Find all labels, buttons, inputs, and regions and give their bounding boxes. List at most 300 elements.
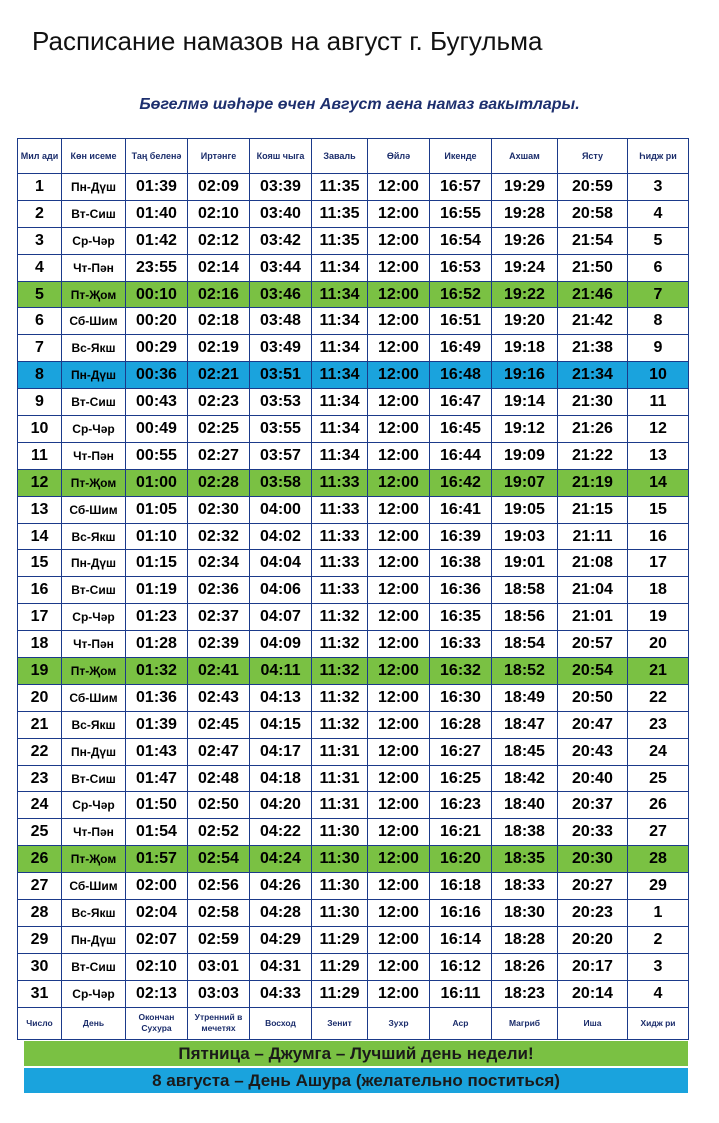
zuhr-time: 12:00 [368, 738, 430, 765]
sunrise-time: 03:49 [250, 335, 312, 362]
sunrise-time: 03:42 [250, 227, 312, 254]
maghrib-time: 18:52 [492, 658, 558, 685]
morning-time: 02:19 [188, 335, 250, 362]
asr-time: 16:44 [430, 442, 492, 469]
fajr-time: 01:57 [126, 846, 188, 873]
zuhr-time: 12:00 [368, 523, 430, 550]
sunrise-time: 03:48 [250, 308, 312, 335]
zuhr-time: 12:00 [368, 200, 430, 227]
isha-time: 21:54 [558, 227, 628, 254]
column-footer: Хидж ри [628, 1007, 689, 1039]
sunrise-time: 03:46 [250, 281, 312, 308]
asr-time: 16:55 [430, 200, 492, 227]
zuhr-time: 12:00 [368, 846, 430, 873]
day-number: 22 [18, 738, 62, 765]
fajr-time: 00:10 [126, 281, 188, 308]
zenith-time: 11:32 [312, 711, 368, 738]
morning-time: 02:10 [188, 200, 250, 227]
maghrib-time: 19:14 [492, 389, 558, 416]
maghrib-time: 18:28 [492, 926, 558, 953]
sunrise-time: 03:40 [250, 200, 312, 227]
zuhr-time: 12:00 [368, 362, 430, 389]
table-row [18, 900, 689, 927]
zenith-time: 11:34 [312, 362, 368, 389]
morning-time: 02:09 [188, 174, 250, 201]
hijri-day: 1 [628, 900, 689, 927]
isha-time: 20:33 [558, 819, 628, 846]
fajr-time: 00:36 [126, 362, 188, 389]
hijri-day: 17 [628, 550, 689, 577]
isha-time: 20:59 [558, 174, 628, 201]
morning-time: 02:25 [188, 416, 250, 443]
asr-time: 16:57 [430, 174, 492, 201]
isha-time: 21:04 [558, 577, 628, 604]
fajr-time: 01:32 [126, 658, 188, 685]
hijri-day: 5 [628, 227, 689, 254]
zenith-time: 11:30 [312, 873, 368, 900]
fajr-time: 01:43 [126, 738, 188, 765]
column-header: Кояш чыга [250, 139, 312, 174]
hijri-day: 8 [628, 308, 689, 335]
sunrise-time: 03:55 [250, 416, 312, 443]
zenith-time: 11:30 [312, 846, 368, 873]
weekday: Вт-Сиш [62, 389, 126, 416]
table-row [18, 792, 689, 819]
weekday: Пт-Җом [62, 281, 126, 308]
column-header: Мил ади [18, 139, 62, 174]
zuhr-time: 12:00 [368, 577, 430, 604]
column-footer: Окончан Сухура [126, 1007, 188, 1039]
isha-time: 20:17 [558, 953, 628, 980]
asr-time: 16:16 [430, 900, 492, 927]
day-number: 20 [18, 684, 62, 711]
maghrib-time: 19:22 [492, 281, 558, 308]
column-footer: Иша [558, 1007, 628, 1039]
fajr-time: 01:15 [126, 550, 188, 577]
asr-time: 16:42 [430, 469, 492, 496]
zenith-time: 11:30 [312, 819, 368, 846]
day-number: 6 [18, 308, 62, 335]
asr-time: 16:41 [430, 496, 492, 523]
table-row [18, 577, 689, 604]
isha-time: 20:54 [558, 658, 628, 685]
maghrib-time: 19:26 [492, 227, 558, 254]
morning-time: 02:18 [188, 308, 250, 335]
maghrib-time: 19:28 [492, 200, 558, 227]
zenith-time: 11:34 [312, 281, 368, 308]
asr-time: 16:35 [430, 604, 492, 631]
asr-time: 16:23 [430, 792, 492, 819]
column-header: Ахшам [492, 139, 558, 174]
zuhr-time: 12:00 [368, 953, 430, 980]
fajr-time: 01:54 [126, 819, 188, 846]
hijri-day: 15 [628, 496, 689, 523]
weekday: Чт-Пән [62, 631, 126, 658]
day-number: 12 [18, 469, 62, 496]
isha-time: 20:57 [558, 631, 628, 658]
table-row [18, 658, 689, 685]
day-number: 7 [18, 335, 62, 362]
zenith-time: 11:35 [312, 174, 368, 201]
maghrib-time: 18:23 [492, 980, 558, 1007]
zuhr-time: 12:00 [368, 308, 430, 335]
zuhr-time: 12:00 [368, 281, 430, 308]
morning-time: 02:47 [188, 738, 250, 765]
isha-time: 21:15 [558, 496, 628, 523]
column-header: Көн исеме [62, 139, 126, 174]
morning-time: 02:48 [188, 765, 250, 792]
hijri-day: 10 [628, 362, 689, 389]
zenith-time: 11:33 [312, 577, 368, 604]
sunrise-time: 03:51 [250, 362, 312, 389]
friday-banner: Пятница – Джумга – Лучший день недели! [24, 1041, 688, 1066]
table-row [18, 335, 689, 362]
zenith-time: 11:34 [312, 335, 368, 362]
table-row [18, 980, 689, 1007]
zenith-time: 11:35 [312, 200, 368, 227]
hijri-day: 28 [628, 846, 689, 873]
zuhr-time: 12:00 [368, 389, 430, 416]
column-footer: Аср [430, 1007, 492, 1039]
zuhr-time: 12:00 [368, 684, 430, 711]
table-row [18, 442, 689, 469]
morning-time: 03:03 [188, 980, 250, 1007]
asr-time: 16:47 [430, 389, 492, 416]
hijri-day: 13 [628, 442, 689, 469]
zuhr-time: 12:00 [368, 873, 430, 900]
maghrib-time: 18:49 [492, 684, 558, 711]
zuhr-time: 12:00 [368, 658, 430, 685]
day-number: 14 [18, 523, 62, 550]
asr-time: 16:25 [430, 765, 492, 792]
isha-time: 20:58 [558, 200, 628, 227]
zenith-time: 11:31 [312, 792, 368, 819]
zenith-time: 11:32 [312, 604, 368, 631]
sunrise-time: 04:18 [250, 765, 312, 792]
asr-time: 16:48 [430, 362, 492, 389]
morning-time: 02:30 [188, 496, 250, 523]
sunrise-time: 04:28 [250, 900, 312, 927]
asr-time: 16:30 [430, 684, 492, 711]
column-header: Заваль [312, 139, 368, 174]
hijri-day: 12 [628, 416, 689, 443]
weekday: Пн-Дүш [62, 362, 126, 389]
weekday: Сб-Шим [62, 684, 126, 711]
hijri-day: 25 [628, 765, 689, 792]
zenith-time: 11:35 [312, 227, 368, 254]
isha-time: 21:19 [558, 469, 628, 496]
morning-time: 02:21 [188, 362, 250, 389]
maghrib-time: 18:26 [492, 953, 558, 980]
sunrise-time: 04:04 [250, 550, 312, 577]
weekday: Пн-Дүш [62, 550, 126, 577]
maghrib-time: 19:20 [492, 308, 558, 335]
hijri-day: 2 [628, 926, 689, 953]
weekday: Ср-Чәр [62, 604, 126, 631]
table-row [18, 496, 689, 523]
morning-time: 02:12 [188, 227, 250, 254]
hijri-day: 7 [628, 281, 689, 308]
table-row [18, 469, 689, 496]
zuhr-time: 12:00 [368, 469, 430, 496]
zuhr-time: 12:00 [368, 792, 430, 819]
zenith-time: 11:29 [312, 926, 368, 953]
day-number: 27 [18, 873, 62, 900]
zuhr-time: 12:00 [368, 496, 430, 523]
hijri-day: 24 [628, 738, 689, 765]
zenith-time: 11:33 [312, 469, 368, 496]
hijri-day: 14 [628, 469, 689, 496]
table-row [18, 926, 689, 953]
weekday: Сб-Шим [62, 873, 126, 900]
sunrise-time: 04:31 [250, 953, 312, 980]
column-footer: Утренний в мечетях [188, 1007, 250, 1039]
day-number: 26 [18, 846, 62, 873]
asr-time: 16:27 [430, 738, 492, 765]
hijri-day: 4 [628, 200, 689, 227]
sunrise-time: 03:39 [250, 174, 312, 201]
hijri-day: 18 [628, 577, 689, 604]
maghrib-time: 19:29 [492, 174, 558, 201]
fajr-time: 01:10 [126, 523, 188, 550]
isha-time: 20:14 [558, 980, 628, 1007]
isha-time: 21:01 [558, 604, 628, 631]
table-row [18, 200, 689, 227]
weekday: Пн-Дүш [62, 174, 126, 201]
zuhr-time: 12:00 [368, 442, 430, 469]
column-footer: Восход [250, 1007, 312, 1039]
maghrib-time: 18:47 [492, 711, 558, 738]
day-number: 9 [18, 389, 62, 416]
fajr-time: 00:43 [126, 389, 188, 416]
weekday: Ср-Чәр [62, 980, 126, 1007]
table-row [18, 550, 689, 577]
page-title: Расписание намазов на август г. Бугульма [32, 26, 543, 56]
day-number: 19 [18, 658, 62, 685]
weekday: Вс-Якш [62, 335, 126, 362]
zuhr-time: 12:00 [368, 711, 430, 738]
hijri-day: 6 [628, 254, 689, 281]
column-header: Өйлә [368, 139, 430, 174]
sunrise-time: 04:29 [250, 926, 312, 953]
isha-time: 21:30 [558, 389, 628, 416]
day-number: 18 [18, 631, 62, 658]
asr-time: 16:54 [430, 227, 492, 254]
zuhr-time: 12:00 [368, 631, 430, 658]
day-number: 2 [18, 200, 62, 227]
table-row [18, 953, 689, 980]
morning-time: 02:36 [188, 577, 250, 604]
sunrise-time: 03:44 [250, 254, 312, 281]
weekday: Сб-Шим [62, 496, 126, 523]
weekday: Вс-Якш [62, 523, 126, 550]
fajr-time: 00:29 [126, 335, 188, 362]
weekday: Чт-Пән [62, 819, 126, 846]
hijri-day: 27 [628, 819, 689, 846]
isha-time: 21:50 [558, 254, 628, 281]
day-number: 5 [18, 281, 62, 308]
zuhr-time: 12:00 [368, 254, 430, 281]
asr-time: 16:28 [430, 711, 492, 738]
asr-time: 16:45 [430, 416, 492, 443]
maghrib-time: 19:07 [492, 469, 558, 496]
isha-time: 20:30 [558, 846, 628, 873]
hijri-day: 29 [628, 873, 689, 900]
day-number: 25 [18, 819, 62, 846]
zenith-time: 11:31 [312, 765, 368, 792]
column-footer: Зухр [368, 1007, 430, 1039]
sunrise-time: 04:09 [250, 631, 312, 658]
column-header: Таң беленә [126, 139, 188, 174]
table-row [18, 765, 689, 792]
zenith-time: 11:33 [312, 496, 368, 523]
zenith-time: 11:30 [312, 900, 368, 927]
header-row-tatar [18, 139, 689, 174]
maghrib-time: 18:40 [492, 792, 558, 819]
isha-time: 20:47 [558, 711, 628, 738]
morning-time: 02:58 [188, 900, 250, 927]
isha-time: 21:22 [558, 442, 628, 469]
sunrise-time: 04:24 [250, 846, 312, 873]
morning-time: 02:28 [188, 469, 250, 496]
isha-time: 20:40 [558, 765, 628, 792]
zenith-time: 11:33 [312, 523, 368, 550]
column-header: Иртәнге [188, 139, 250, 174]
morning-time: 02:52 [188, 819, 250, 846]
maghrib-time: 18:56 [492, 604, 558, 631]
day-number: 28 [18, 900, 62, 927]
maghrib-time: 19:03 [492, 523, 558, 550]
maghrib-time: 19:12 [492, 416, 558, 443]
asr-time: 16:49 [430, 335, 492, 362]
hijri-day: 21 [628, 658, 689, 685]
table-row [18, 819, 689, 846]
asr-time: 16:36 [430, 577, 492, 604]
day-number: 23 [18, 765, 62, 792]
table-row [18, 416, 689, 443]
fajr-time: 01:42 [126, 227, 188, 254]
asr-time: 16:11 [430, 980, 492, 1007]
fajr-time: 01:19 [126, 577, 188, 604]
day-number: 21 [18, 711, 62, 738]
sunrise-time: 04:07 [250, 604, 312, 631]
maghrib-time: 18:38 [492, 819, 558, 846]
sunrise-time: 04:26 [250, 873, 312, 900]
morning-time: 02:37 [188, 604, 250, 631]
asr-time: 16:18 [430, 873, 492, 900]
weekday: Вт-Сиш [62, 577, 126, 604]
table-row [18, 631, 689, 658]
hijri-day: 19 [628, 604, 689, 631]
asr-time: 16:52 [430, 281, 492, 308]
sunrise-time: 04:02 [250, 523, 312, 550]
fajr-time: 23:55 [126, 254, 188, 281]
sunrise-time: 03:57 [250, 442, 312, 469]
table-row [18, 389, 689, 416]
zenith-time: 11:33 [312, 550, 368, 577]
hijri-day: 9 [628, 335, 689, 362]
weekday: Чт-Пән [62, 254, 126, 281]
zenith-time: 11:32 [312, 684, 368, 711]
isha-time: 20:27 [558, 873, 628, 900]
day-number: 16 [18, 577, 62, 604]
sunrise-time: 04:06 [250, 577, 312, 604]
asr-time: 16:51 [430, 308, 492, 335]
weekday: Вс-Якш [62, 900, 126, 927]
asr-time: 16:21 [430, 819, 492, 846]
isha-time: 20:20 [558, 926, 628, 953]
maghrib-time: 18:45 [492, 738, 558, 765]
sunrise-time: 04:11 [250, 658, 312, 685]
isha-time: 21:38 [558, 335, 628, 362]
asr-time: 16:32 [430, 658, 492, 685]
table-row [18, 362, 689, 389]
weekday: Пт-Җом [62, 658, 126, 685]
day-number: 3 [18, 227, 62, 254]
fajr-time: 01:05 [126, 496, 188, 523]
asr-time: 16:12 [430, 953, 492, 980]
fajr-time: 02:13 [126, 980, 188, 1007]
fajr-time: 01:23 [126, 604, 188, 631]
table-row [18, 254, 689, 281]
day-number: 30 [18, 953, 62, 980]
morning-time: 02:59 [188, 926, 250, 953]
table-row [18, 174, 689, 201]
morning-time: 02:56 [188, 873, 250, 900]
morning-time: 02:39 [188, 631, 250, 658]
morning-time: 02:50 [188, 792, 250, 819]
hijri-day: 20 [628, 631, 689, 658]
column-footer: Зенит [312, 1007, 368, 1039]
fajr-time: 00:55 [126, 442, 188, 469]
hijri-day: 22 [628, 684, 689, 711]
sunrise-time: 04:17 [250, 738, 312, 765]
isha-time: 20:37 [558, 792, 628, 819]
table-row [18, 604, 689, 631]
morning-time: 02:41 [188, 658, 250, 685]
weekday: Ср-Чәр [62, 416, 126, 443]
table-row [18, 684, 689, 711]
weekday: Пн-Дүш [62, 926, 126, 953]
zenith-time: 11:34 [312, 254, 368, 281]
sunrise-time: 04:15 [250, 711, 312, 738]
day-number: 31 [18, 980, 62, 1007]
table-row [18, 711, 689, 738]
zuhr-time: 12:00 [368, 416, 430, 443]
weekday: Вс-Якш [62, 711, 126, 738]
isha-time: 21:26 [558, 416, 628, 443]
day-number: 1 [18, 174, 62, 201]
hijri-day: 4 [628, 980, 689, 1007]
isha-time: 21:11 [558, 523, 628, 550]
table-body [18, 174, 689, 1008]
zuhr-time: 12:00 [368, 926, 430, 953]
table-row [18, 523, 689, 550]
ashura-banner: 8 августа – День Ашура (желательно поститься) [24, 1068, 688, 1093]
zuhr-time: 12:00 [368, 335, 430, 362]
zenith-time: 11:29 [312, 953, 368, 980]
fajr-time: 02:00 [126, 873, 188, 900]
hijri-day: 3 [628, 174, 689, 201]
sunrise-time: 03:58 [250, 469, 312, 496]
hijri-day: 11 [628, 389, 689, 416]
weekday: Пт-Җом [62, 846, 126, 873]
zuhr-time: 12:00 [368, 819, 430, 846]
morning-time: 02:23 [188, 389, 250, 416]
weekday: Вт-Сиш [62, 953, 126, 980]
maghrib-time: 19:01 [492, 550, 558, 577]
fajr-time: 02:04 [126, 900, 188, 927]
